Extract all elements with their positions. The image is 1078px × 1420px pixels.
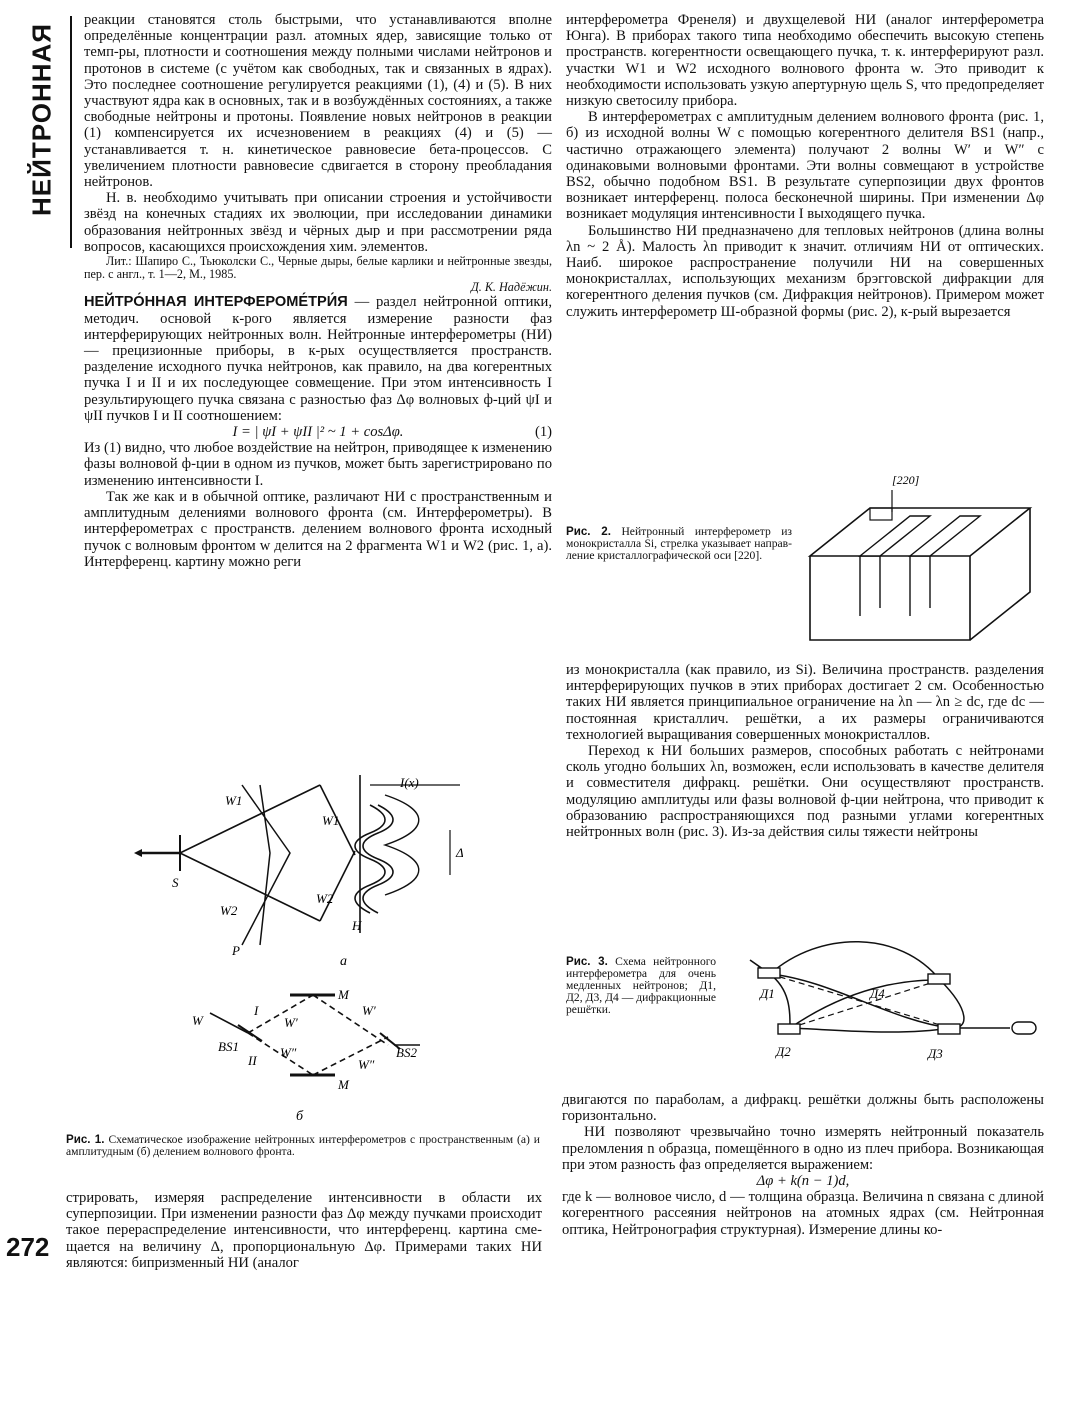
figure-1-diagram — [130, 775, 500, 1135]
paragraph: стрировать, измеряя распределение интенсивности в области их суперпозиции. При изменении разности фаз Δφ между пучками происходит такое перераспределение интенсивности, что интерференц. картина смещается на величину Δ, пропорциональную Δφ. Примерами таких НИ являются: бипризменный НИ (аналог — [66, 1190, 542, 1271]
equation-number: (1) — [534, 424, 552, 441]
label-II: II — [248, 1053, 257, 1068]
paragraph: НИ позволяют чрезвычайно точно измерять нейтронный показатель преломления n образца, помещённого в одно из плеч прибора. Возникающая при этом разность фаз определяется выражением: — [562, 1124, 1044, 1173]
label-a: а — [340, 954, 347, 969]
literature-reference: Лит.: Шапиро С., Тьюколски С., Черные дыры, белые карлики и нейтронные звезды, пер. с англ., т. 1—2, М., 1985. — [84, 254, 552, 282]
paragraph: В интерферометрах с амплитудным делением волнового фронта (рис. 1, б) из исходной волны W с помощью когерентного делителя BS1 (напр., частично отражающего элемента) получают 2 волны W′ и W″ с одинаковыми волновыми фронтами. Эти волны совмещают в устройстве BS2, обычно подобном BS1. В результате суперпозиции двух фронтов возникает интерференц. полоса бесконечной ширины. При изменении Δφ возникает модуляция интенсивности I выходящего пучка. — [566, 109, 1044, 223]
page-number: 272 — [6, 1232, 50, 1262]
label-Wp: W′ — [284, 1015, 298, 1030]
article-text: — раздел нейтронной оптики, методич. основой к-рого является измерение разности фаз интерферирующих нейтронных волн. Нейтронные интерферометры (НИ) — прецизионные приборы, в к-рых осуществляется пространств. разделение исходного пучка нейтронов, как правило, на два когерентных пучка I и II и их последующее совмещение. При этом интенсивность I результирующего пучка связана с разностью фаз Δφ волновых ф-ций ψI и ψII пучков I и II соотношением: — [84, 294, 552, 424]
label-W1-right: W1 — [322, 813, 340, 828]
section-title-vertical: НЕЙТРОННАЯ — [26, 23, 57, 216]
label-Wpp: W″ — [280, 1045, 297, 1060]
label-P: P — [232, 943, 240, 958]
figure-2-diagram — [800, 468, 1050, 648]
paragraph: интерферометра Френеля) и двухщелевой НИ (аналог интерферометра Юнга). В приборах такого типа необходимо обеспечить высокую степень пространств. когерентности освещающего пучка, т. к. интерферируют разл. участки W1 и W2 исходного волнового фронта w. Это приводит к необходимости использовать узкую апертурную щель S, что предопределяет низкую светосилу прибора. — [566, 12, 1044, 110]
label-W1: W1 — [225, 793, 243, 808]
paragraph: Переход к НИ больших размеров, способных работать с нейтронами сколь угодно больших λn, возможен, если использовать в качестве делителя и совместителя дифракц. решётки. Они осуществляют пространств. модуляцию амплитуды или фазы волновой ф-ции нейтрона, что приводит к образованию распространяющихся под разными углами когерентных нейтронных волн (рис. 3). Из-за действия силы тяжести нейтроны — [566, 743, 1044, 841]
paragraph: Так же как и в обычной оптике, различают НИ с пространственным и амплитудным делениями волнового фронта (см. Интерферометры). В интерферометрах с пространств. делением волнового фронта исходный пучок с волновым фронтом w делится на 2 фрагмента W1 и W2 (рис. 1, а). Интерференц. картину можно реги — [84, 488, 552, 570]
label-W2-right: W2 — [316, 891, 334, 906]
label-H: H — [352, 918, 362, 933]
figure-3-caption: Рис. 3. Схема нейтронного интерферометра для очень медленных нейтронов; Д1, Д2, Д3, Д4 — дифракционные решётки. — [566, 955, 717, 1016]
label-W2: W2 — [220, 903, 238, 918]
figure-2-caption: Рис. 2. Нейтронный интерферометр из монокристалла Si, стрелка указывает направление кристаллографической оси [220]. — [566, 525, 792, 562]
label-M-top: M — [338, 987, 349, 1002]
right-column-top — [566, 12, 1044, 320]
figure-1-caption: Рис. 1. Схематическое изображение нейтронных интерферометров с пространственным (а) и амплитудным (б) делением волнового фронта. — [66, 1133, 541, 1158]
figure-3-diagram — [720, 940, 1060, 1070]
label-D2: Д2 — [776, 1044, 791, 1059]
paragraph: реакции становятся столь быстрыми, что устанавливаются вполне определённые концентрации разл. атомных ядер, зависящие только от темп-ры, плотности и соотношения между полными числами нейтронов и протонов в системе (с учётом как свободных, так и связанных в ядрах). Это последнее соотношение регулируется реакциями (1), (4) и (5). В них участвуют ядра как в основных, так и в возбуждённых состояниях, а также свободные нейтроны и протоны. Появление новых нейтронов в реакции (1) компенсируется их исчезновением в реакциях (4) и (5) — устанавливается т. н. кинетическое равновесие бета-процессов. С увеличением плотности равновесие сдвигается в сторону преобладания нейтронов. — [84, 12, 552, 191]
header-rule — [70, 16, 72, 248]
paragraph: Из (1) видно, что любое воздействие на нейтрон, приводящее к изменению фазы волновой ф-ции в одном из пучков, может быть зарегистрировано по изменению интенсивности I. — [84, 440, 552, 489]
label-D1: Д1 — [760, 986, 775, 1001]
label-BS1: BS1 — [218, 1039, 239, 1054]
equation-1: I = | ψI + ψII |² ~ 1 + cosΔφ. (1) — [232, 424, 552, 441]
label-M-bottom: M — [338, 1077, 349, 1092]
label-D3: Д3 — [928, 1046, 943, 1061]
label-D4: Д4 — [870, 986, 885, 1001]
paragraph: из монокристалла (как правило, из Si). Величина пространств. разделения интерферирующих пучков в этих приборах достигает 2 см. Особенностью таких НИ является принципиальное ограничение на λn — λn ≥ dc, где dc — постоянная кристаллич. решётки, а их размеры ограничиваются технологией выращивания совершенных монокристаллов. — [566, 662, 1044, 743]
equation-2: Δφ + k(n − 1)d, — [756, 1173, 850, 1190]
left-column-bottom — [66, 1190, 542, 1271]
label-I: I — [254, 1003, 259, 1018]
article-heading: НЕЙТРО́ННАЯ ИНТЕРФЕРОМЕ́ТРИ́Я — [84, 294, 348, 311]
paragraph: Н. в. необходимо учитывать при описании строения и устойчивости звёзд на конечных стадиях их эволюции, при исследовании динамики образования нейтронных звёзд и чёрных дыр и при рассмотрении ряда вопросов, касающихся происхождения хим. элементов. — [84, 190, 552, 255]
label-b: б — [296, 1109, 304, 1124]
label-Wp-right: W′ — [362, 1003, 376, 1018]
article-paragraph — [84, 294, 552, 424]
paragraph: где k — волновое число, d — толщина образца. Величина n связана с длиной когерентного рассеяния нейтронов на атомных ядрах (см. Нейтронная оптика, Нейтронография структурная). Измерение длины ко- — [562, 1189, 1044, 1238]
label-Ix: I(x) — [400, 775, 419, 790]
label-Wpp-right: W″ — [358, 1057, 375, 1072]
label-delta: Δ — [456, 845, 464, 860]
author: Д. К. Надёжин. — [470, 280, 552, 295]
paragraph: двигаются по параболам, а дифракц. решётки должны быть расположены горизонтально. — [562, 1092, 1044, 1125]
right-column-middle — [566, 662, 1044, 840]
right-column-bottom — [562, 1092, 1044, 1238]
left-column-top — [84, 12, 552, 570]
axis-label-220: [220] — [892, 473, 920, 487]
label-BS2: BS2 — [396, 1045, 417, 1060]
label-W: W — [192, 1013, 203, 1028]
paragraph: Большинство НИ предназначено для тепловых нейтронов (длина волны λn ~ 2 Å). Малость λn приводит к значит. отличиям НИ от оптических. Наиб. широкое распространение получили НИ на совершенных монокристаллах, использующих механизм брэгговской дифракции для когерентного деления пучков (см. Дифракция нейтронов). Примером может служить интерферометр Ш-образной формы (рис. 2), к-рый вырезается — [566, 222, 1044, 320]
label-S: S — [172, 875, 179, 890]
